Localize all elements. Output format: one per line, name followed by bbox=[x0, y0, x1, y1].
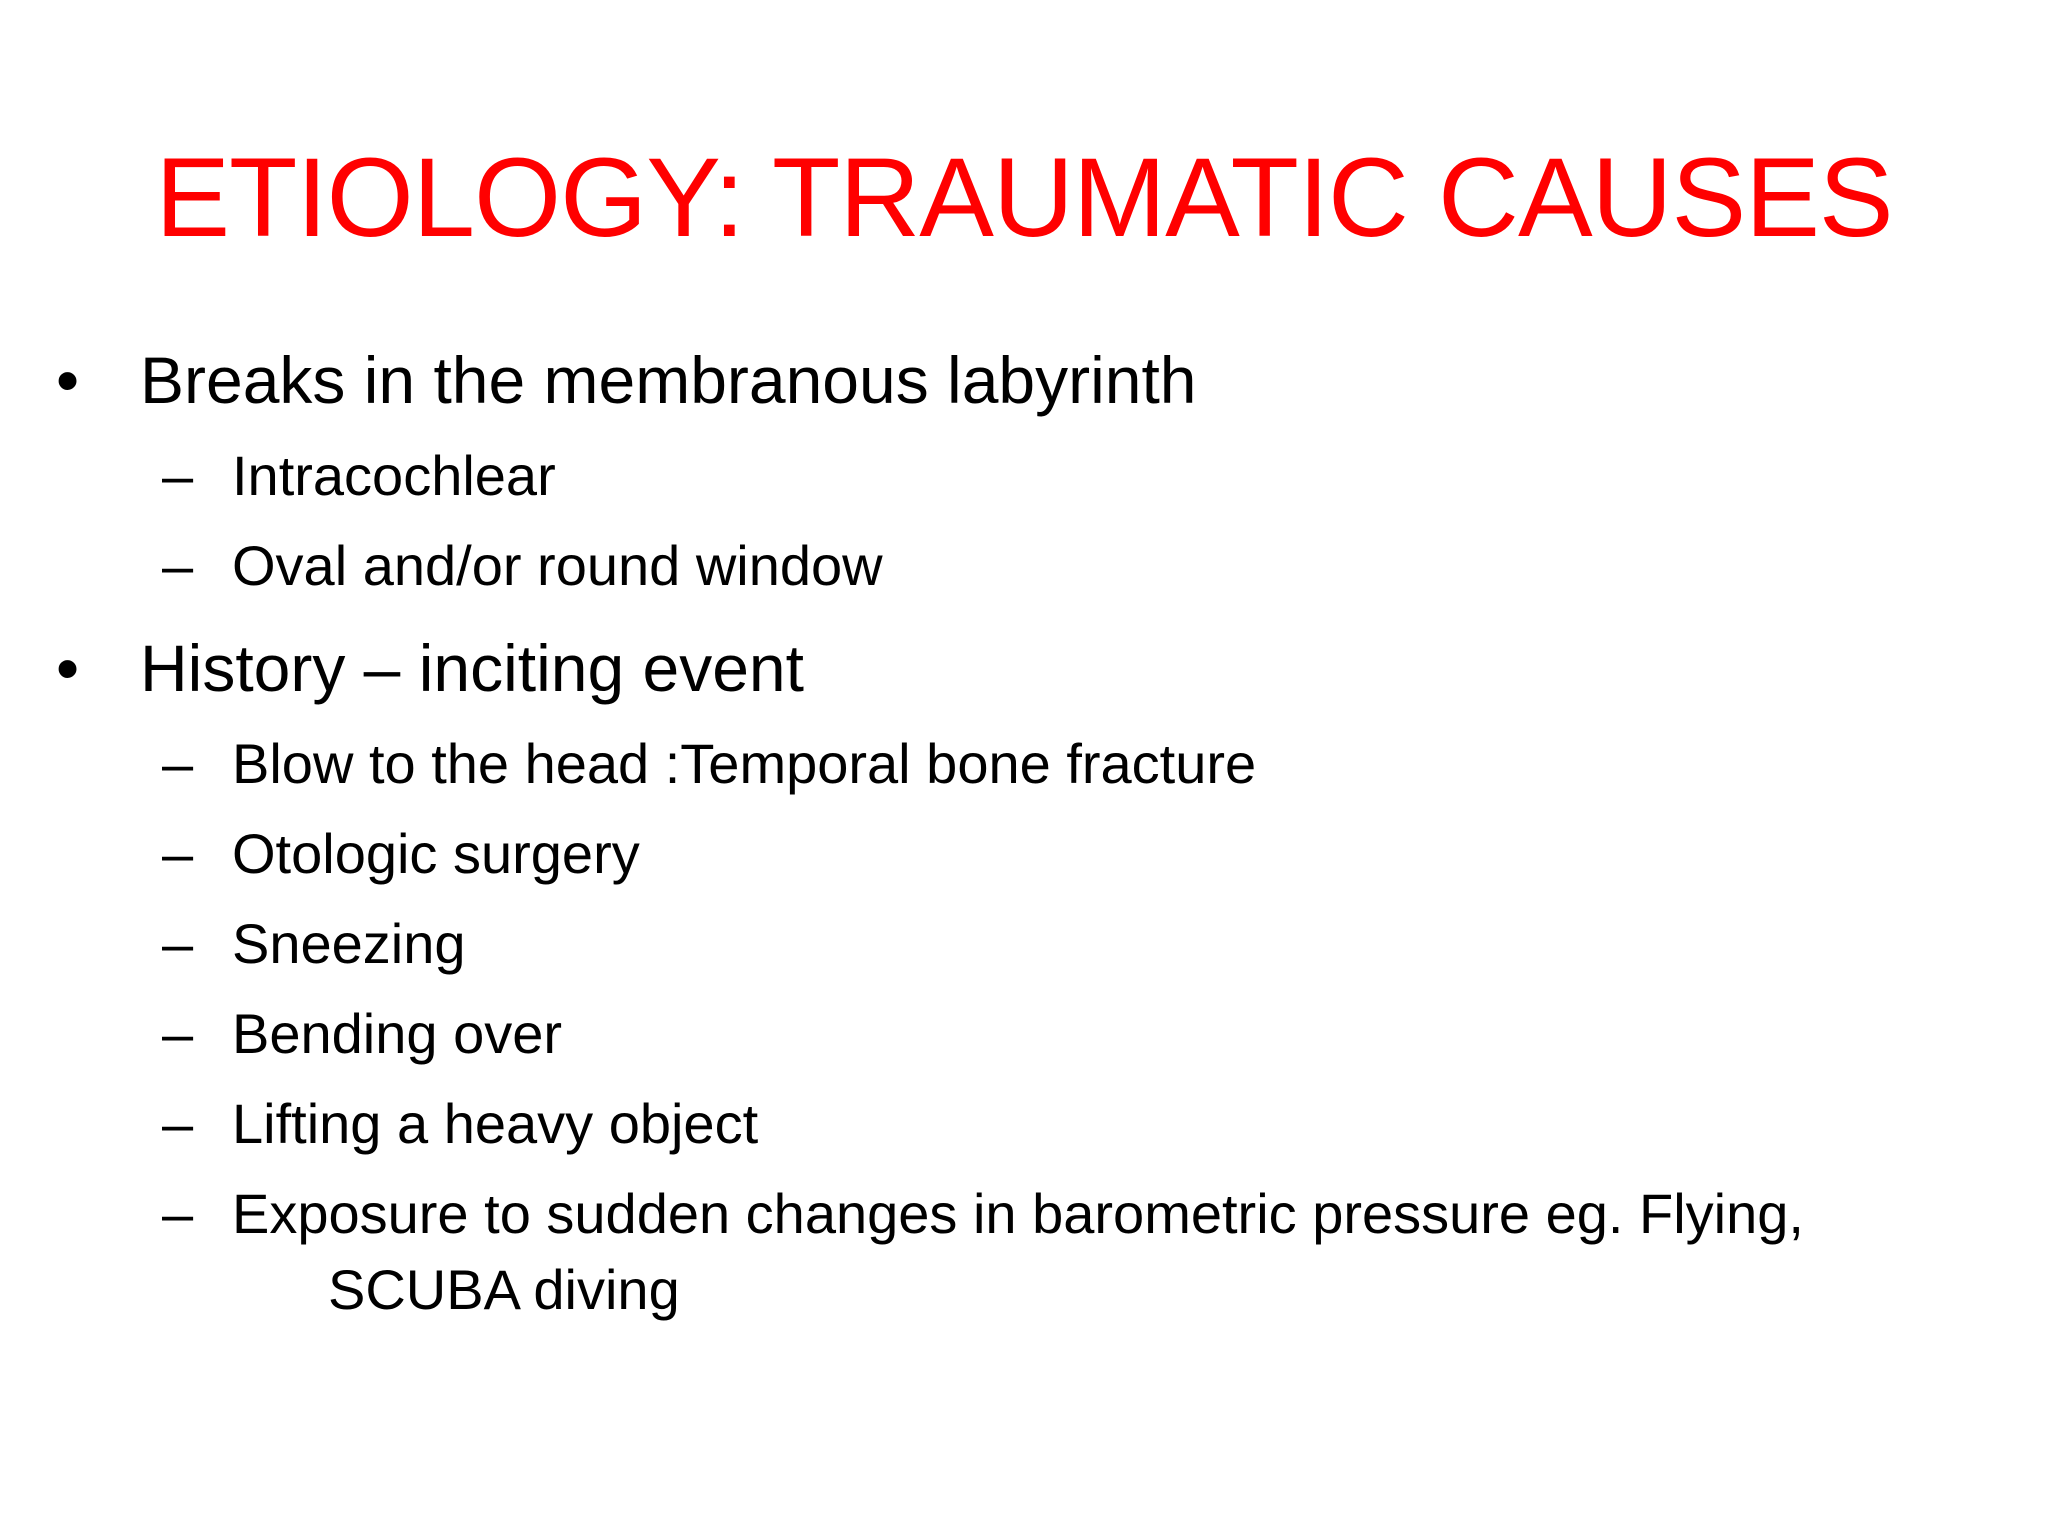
sub-bullet-text: Otologic surgery bbox=[232, 822, 640, 885]
slide-title: ETIOLOGY: TRAUMATIC CAUSES bbox=[155, 135, 1893, 260]
bullet-text: History – inciting event bbox=[140, 631, 804, 705]
sub-bullet-text: Oval and/or round window bbox=[232, 534, 883, 597]
bullet-text: Breaks in the membranous labyrinth bbox=[140, 343, 1197, 417]
dash-marker: – bbox=[162, 1002, 194, 1065]
bullet-item bbox=[56, 628, 804, 708]
sub-bullet-item bbox=[162, 730, 1256, 798]
sub-bullet-item bbox=[162, 1000, 562, 1068]
bullet-item bbox=[56, 340, 1197, 420]
sub-bullet-item bbox=[162, 820, 640, 888]
bullet-marker: • bbox=[56, 631, 80, 705]
sub-bullet-text: Lifting a heavy object bbox=[232, 1092, 759, 1155]
sub-bullet-item bbox=[162, 442, 556, 510]
dash-marker: – bbox=[162, 912, 194, 975]
bullet-marker: • bbox=[56, 343, 80, 417]
dash-marker: – bbox=[162, 444, 194, 507]
sub-bullet-text: Bending over bbox=[232, 1002, 563, 1065]
sub-bullet-continuation: SCUBA diving bbox=[328, 1258, 680, 1321]
dash-marker: – bbox=[162, 534, 194, 597]
dash-marker: – bbox=[162, 1182, 194, 1245]
sub-bullet-item bbox=[162, 1090, 758, 1158]
dash-marker: – bbox=[162, 822, 194, 885]
sub-bullet-item bbox=[162, 1180, 1804, 1248]
sub-bullet-text: Exposure to sudden changes in barometric pressure eg. Flying, bbox=[232, 1182, 1804, 1245]
sub-bullet-text: Blow to the head :Temporal bone fracture bbox=[232, 732, 1257, 795]
dash-marker: – bbox=[162, 732, 194, 795]
sub-bullet-item bbox=[162, 532, 883, 600]
sub-bullet-text: Intracochlear bbox=[232, 444, 556, 507]
dash-marker: – bbox=[162, 1092, 194, 1155]
sub-bullet-text: Sneezing bbox=[232, 912, 466, 975]
sub-bullet-item bbox=[162, 910, 466, 978]
